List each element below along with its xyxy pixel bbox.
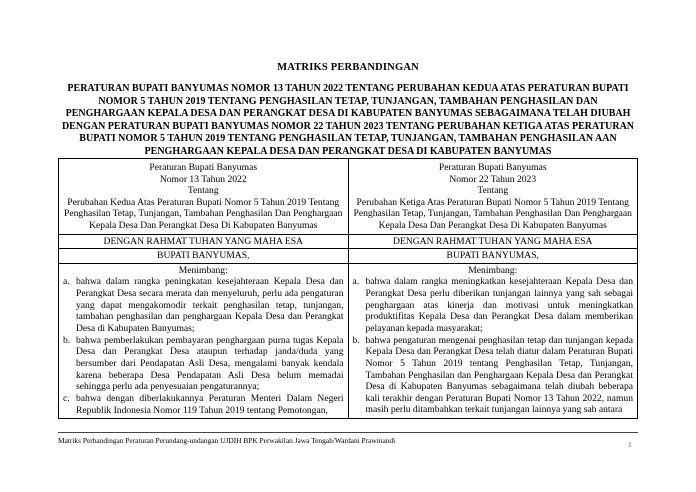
- right-header-cell: [348, 159, 638, 235]
- right-rahmat-cell: DENGAN RAHMAT TUHAN YANG MAHA ESA: [348, 234, 638, 249]
- right-regulation-tentang: Tentang: [477, 185, 509, 197]
- list-marker: a.: [63, 276, 70, 288]
- left-menimbang-label: Menimbang:: [178, 264, 228, 276]
- left-regulation-tentang: Tentang: [187, 185, 219, 197]
- right-menimbang-cell: [348, 263, 638, 418]
- subtitle-line: PERATURAN BUPATI BANYUMAS NOMOR 13 TAHUN 2022 TENTANG PERUBAHAN KEDUA ATAS PERATURAN BUPATI: [67, 83, 629, 94]
- list-item: [63, 276, 344, 334]
- document-subtitle: [60, 83, 636, 159]
- subtitle-line: PENGHARGAAN KEPALA DESA DAN PERANGKAT DESA DI KABUPATEN BANYUMAS: [144, 145, 552, 157]
- subtitle-line: DENGAN PERATURAN BUPATI BANYUMAS NOMOR 22 TAHUN 2023 TENTANG PERUBAHAN KETIGA ATAS PERATURAN: [61, 120, 635, 132]
- left-bupati-cell: BUPATI BANYUMAS,: [59, 249, 349, 264]
- page-number: 1: [628, 440, 632, 449]
- table-row: [59, 159, 638, 235]
- left-menimbang-cell: [59, 263, 349, 418]
- list-item: [353, 335, 634, 416]
- right-menimbang-label: Menimbang:: [468, 264, 518, 276]
- right-regulation-number: Nomor 22 Tahun 2023: [449, 173, 537, 185]
- list-item: [63, 393, 344, 416]
- table-row: [59, 249, 638, 264]
- left-rahmat-cell: DENGAN RAHMAT TUHAN YANG MAHA ESA: [59, 234, 349, 249]
- document-title: MATRIKS PERBANDINGAN: [277, 62, 419, 73]
- list-marker: b.: [63, 334, 71, 346]
- right-considerations-list: [353, 276, 634, 416]
- subtitle-line: NOMOR 5 TAHUN 2019 TENTANG PENGHASILAN TETAP, TUNJANGAN, TAMBAHAN PENGHASILAN DAN: [98, 95, 598, 107]
- list-marker: a.: [352, 276, 360, 288]
- list-item-text: bahwa pengaturan mengenai penghasilan tetap dan tunjangan kepada Kepala Desa dan Perangkat Desa telah diatur dalam Peraturan Bupati Nomor 5 Tahun 2019 tentang Penghasilan Tetap, Tunjangan, Tambahan Penghasilan dan Penghargaan Kepala Desa dan Perangkat Desa di Kabupaten Banyumas sebagaimana telah diubah beberapa kali terakhir dengan Peraturan Bupati Nomor 13 Tahun 2022, namun masih perlu ditambahkan terkait tunjangan lainnya yang sah antara: [365, 334, 633, 416]
- left-header-cell: [59, 159, 349, 235]
- right-bupati-cell: BUPATI BANYUMAS,: [348, 249, 638, 264]
- right-regulation-name: Peraturan Bupati Banyumas: [438, 162, 547, 173]
- list-item-text: bahwa dalam rangka meningkatkan kesejahteraan Kepala Desa dan Perangkat Desa perlu diberikan tunjangan lainnya yang sah sebagai penghargaan atas kinerja dan motivasi untuk meningkatkan produktifitas Kepala Desa dan Perangkat Desa dalam memberikan pelayanan kepada masyarakat;: [365, 276, 633, 334]
- list-item: [353, 276, 634, 334]
- list-item-text: bahwa pemberlakukan pembayaran penghargaan purna tugas Kepala Desa dan Perangkat Desa ataupun terhadap janda/duda yang bersumber dari Pendapatan Asli Desa, mengalami banyak kendala karena beberapa Desa Pendapatan Asli Desa belum memadai sehingga perlu ada penyesuaian pengaturannya;: [76, 334, 344, 393]
- subtitle-line: PENGHARGAAN KEPALA DESA DAN PERANGKAT DESA DI KABUPATEN BANYUMAS SEBAGAIMANA TELAH DIUBAH: [65, 108, 631, 120]
- left-regulation-name: Peraturan Bupati Banyumas: [149, 162, 258, 173]
- list-item: [63, 335, 344, 393]
- left-regulation-number: Nomor 13 Tahun 2022: [159, 173, 247, 185]
- list-item-text: bahwa dengan diberlakukannya Peraturan Menteri Dalam Negeri Republik Indonesia Nomor 119 Tahun 2019 tentang Pemotongan,: [76, 393, 344, 416]
- table-row: [59, 263, 638, 418]
- footer-text: Matriks Perbandingan Peraturan Perundang-undangan UJDIH BPK Perwakilan Jawa Tengah/Wardani Prawinandi: [58, 436, 396, 445]
- footer-divider: [58, 432, 638, 433]
- right-regulation-subject: Perubahan Ketiga Atas Peraturan Bupati Nomor 5 Tahun 2019 Tentang Penghasilan Tetap, Tunjangan, Tambahan Penghasilan Dan Penghargaan Kepala Desa Dan Perangkat Desa Di Kabupaten Banyumas: [353, 196, 632, 231]
- comparison-table: [58, 158, 638, 419]
- table-row: [59, 234, 638, 249]
- list-item-text: bahwa dalam rangka peningkatan kesejahteraan Kepala Desa dan Perangkat Desa secara merata dan menyeluruh, perlu ada pengaturan yang dapat mengakomodir terkait penghasilan tetap, tunjangan, tambahan penghasilan dan penghargaan Kepala Desa dan Perangkat Desa di Kabupaten Banyumas;: [76, 276, 344, 334]
- left-considerations-list: [63, 276, 344, 416]
- subtitle-line: BUPATI NOMOR 5 TAHUN 2019 TENTANG PENGHASILAN TETAP, TUNJANGAN, TAMBAHAN PENGHASILAN AAN: [79, 133, 617, 145]
- left-regulation-subject: Perubahan Kedua Atas Peraturan Bupati Nomor 5 Tahun 2019 Tentang Penghasilan Tetap, Tunjangan, Tambahan Penghasilan Dan Penghargaan Kepala Desa Dan Perangkat Desa Di Kabupaten Banyumas: [64, 196, 343, 231]
- list-marker: c.: [63, 393, 70, 405]
- list-marker: b.: [352, 334, 360, 346]
